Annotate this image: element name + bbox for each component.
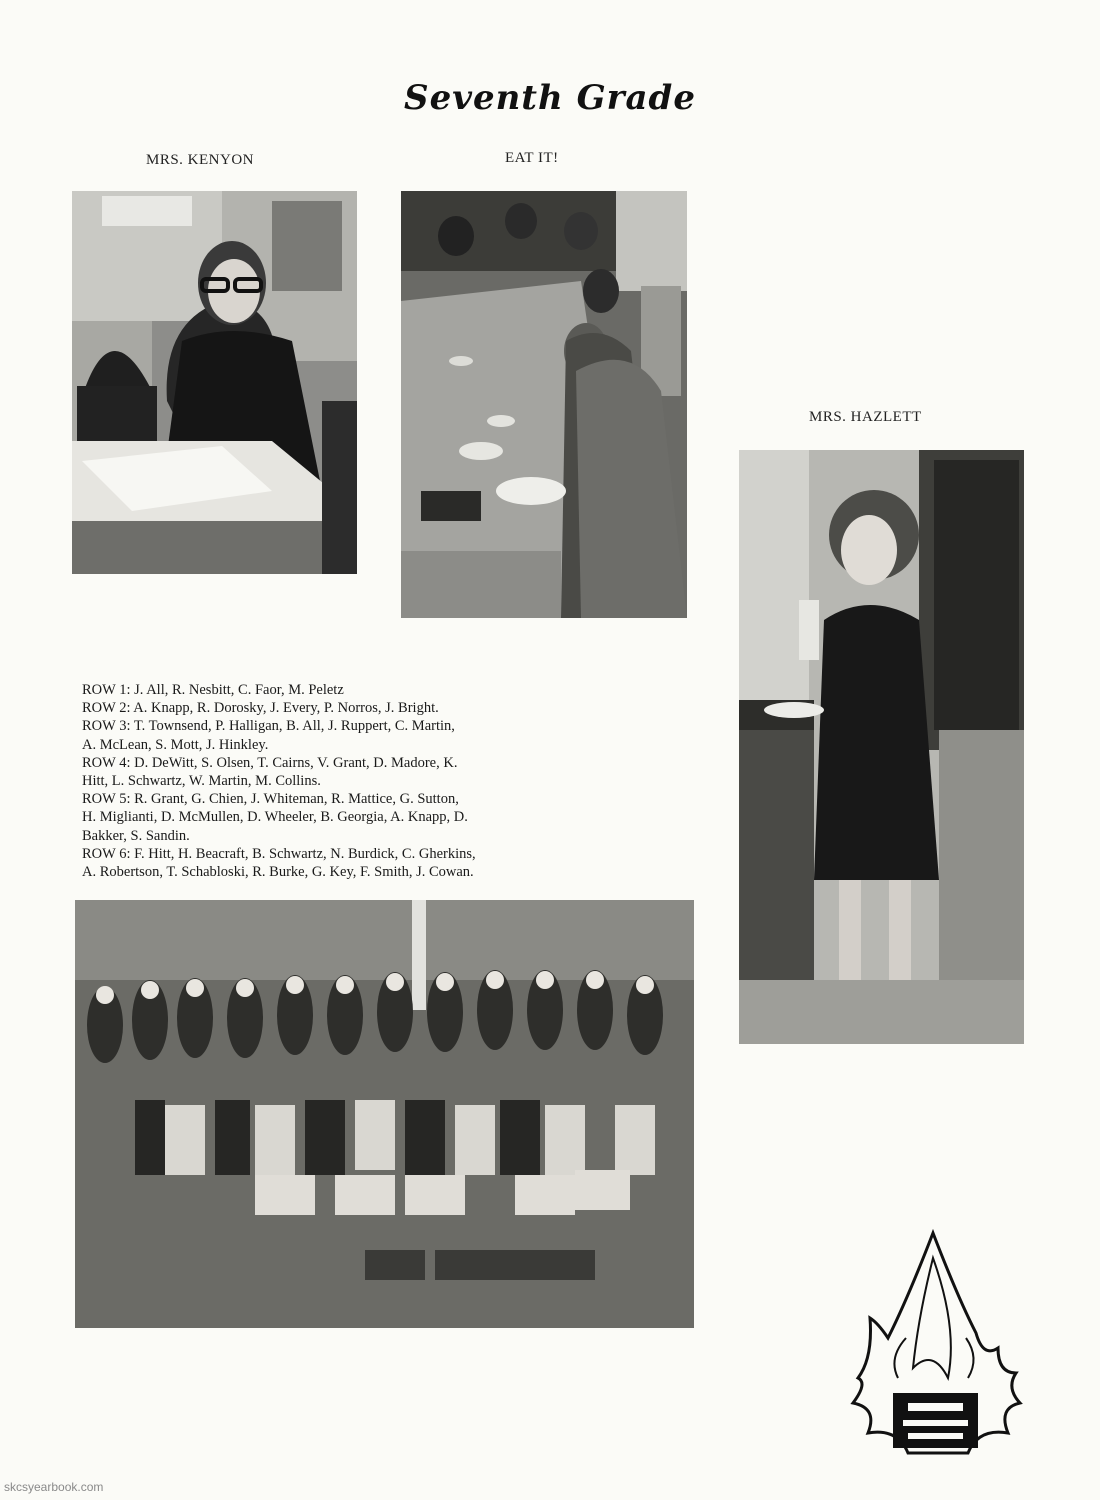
caption-eat-it: EAT IT! <box>505 150 559 166</box>
roster-line: ROW 6: F. Hitt, H. Beacraft, B. Schwartz, N. Burdick, C. Gherkins, <box>82 845 476 862</box>
roster-line: H. Miglianti, D. McMullen, D. Wheeler, B. Georgia, A. Knapp, D. <box>82 809 468 826</box>
roster-line: ROW 4: D. DeWitt, S. Olsen, T. Cairns, V. Grant, D. Madore, K. <box>82 754 458 771</box>
flame-emblem-icon <box>848 1228 1023 1463</box>
photo-eat-it <box>401 191 687 618</box>
caption-hazlett: MRS. HAZLETT <box>809 409 922 425</box>
roster-line: ROW 1: J. All, R. Nesbitt, C. Faor, M. Peletz <box>82 682 344 698</box>
roster-line: Hitt, L. Schwartz, W. Martin, M. Collins. <box>82 773 321 790</box>
watermark: skcsyearbook.com <box>4 1480 104 1494</box>
roster-line: ROW 5: R. Grant, G. Chien, J. Whiteman, R. Mattice, G. Sutton, <box>82 791 459 808</box>
photo-mrs-hazlett <box>739 450 1024 1044</box>
roster-line: A. Robertson, T. Schabloski, R. Burke, G. Key, F. Smith, J. Cowan. <box>82 864 474 881</box>
roster-line: ROW 2: A. Knapp, R. Dorosky, J. Every, P. Norros, J. Bright. <box>82 700 439 717</box>
roster-line: ROW 3: T. Townsend, P. Halligan, B. All, J. Ruppert, C. Martin, <box>82 718 455 735</box>
page-title: Seventh Grade <box>404 78 696 118</box>
roster-line: A. McLean, S. Mott, J. Hinkley. <box>82 736 269 753</box>
photo-class-group <box>75 900 694 1328</box>
class-roster <box>82 681 682 881</box>
caption-kenyon: MRS. KENYON <box>146 152 255 168</box>
roster-line: Bakker, S. Sandin. <box>82 827 190 844</box>
photo-mrs-kenyon <box>72 191 357 574</box>
